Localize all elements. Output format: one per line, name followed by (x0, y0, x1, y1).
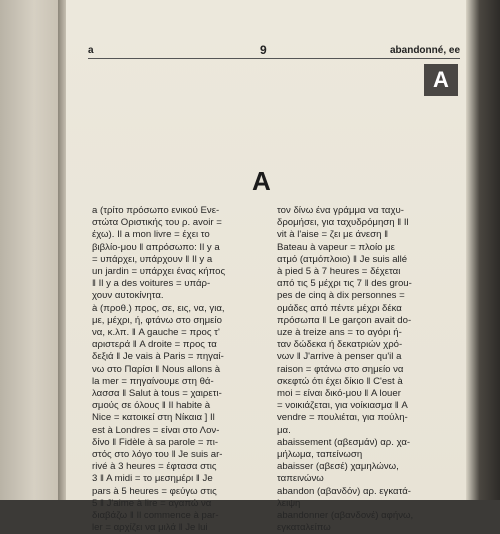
text-line: από τις 5 μέχρι τις 7 ‖ des grou- (277, 278, 412, 290)
text-line: moi = είναι δικό-μου ‖ A louer (277, 388, 401, 400)
text-line: με, μέχρι, ή, φτάνω στο σημείο (92, 314, 222, 326)
text-line: να, κ.λπ. ‖ A gauche = προς τ' (92, 327, 220, 339)
text-line: σκεφτώ ότι έχει δίκιο ‖ C'est à (277, 375, 403, 387)
text-line: la mer = πηγαίνουμε στη θά- (92, 375, 214, 387)
text-line: στός στο λόγο του ‖ Je suis ar- (92, 449, 223, 461)
text-line: Nice = κατοικεί στη Νίκαια ] Il (92, 412, 215, 424)
text-line: στώτα Οριστικής του ρ. avoir = (92, 217, 222, 229)
text-line: abandonner (αβανδονέ) αφήνω, (277, 510, 414, 522)
text-line: ομάδες από πέντε μέχρι δέκα (277, 302, 402, 314)
text-line: δρομήσει, για ταχυδρόμηση ‖ Il (277, 217, 409, 229)
text-line: νω στο Παρίσι ‖ Nous allons à (92, 363, 221, 375)
left-column (92, 205, 270, 534)
text-line: vit à l'aise = ζει με άνεση ‖ (277, 229, 389, 241)
text-line: a (τρίτο πρόσωπο ενικού Ενε- (92, 205, 220, 216)
text-line: vendre = πουλιέται, για πούλη- (277, 412, 408, 424)
text-line: 5 ‖ J'aime à lire = αγαπώ να (92, 497, 212, 509)
text-line: abandon (αβανδόν) αρ. εγκατά- (277, 485, 411, 497)
text-line: un jardin = υπάρχει ένας κήπος (92, 266, 226, 278)
page-right-edge (466, 0, 500, 500)
text-line: χουν αυτοκίνητα. (92, 290, 164, 302)
text-line: abaissement (αβεσμάν) αρ. χα- (277, 436, 411, 448)
text-line: σμούς σε όλους ‖ Il habite à (92, 400, 211, 412)
header-rule (88, 58, 460, 59)
text-line: τον δίνω ένα γράμμα να ταχυ- (277, 205, 404, 216)
page-number: 9 (260, 43, 267, 57)
text-line: pars à 5 heures = φεύγω στις (92, 485, 217, 497)
text-line: δίνο ‖ Fidèle à sa parole = πι- (92, 436, 219, 448)
text-line: μα. (277, 424, 291, 436)
text-line: διαβάζω ‖ Il commence à par- (92, 510, 219, 522)
text-line: αριστερά ‖ A droite = προς τα (92, 339, 217, 351)
text-line: πρόσωπα ‖ Le garçon avait do- (277, 314, 412, 326)
text-line: à pied 5 à 7 heures = δέχεται (277, 266, 401, 278)
header-first-word: a (88, 45, 94, 56)
text-line: Bateau à vapeur = πλοίο με (277, 241, 395, 253)
text-line: pes de cinq à dix personnes = (277, 290, 405, 302)
text-line: λασσα ‖ Salut à tous = χαιρετι- (92, 388, 222, 400)
text-line: έχω). Il a mon livre = έχει το (92, 229, 210, 241)
text-line: abaisser (αβεσέ) χαμηλώνω, (277, 461, 399, 473)
left-page-edge (0, 0, 62, 500)
text-line: εγκαταλείπω (277, 522, 331, 534)
thumb-index-tab: A (424, 64, 458, 96)
right-column (277, 205, 455, 534)
text-line: à (προθ.) προς, σε, εις, να, για, (92, 302, 225, 314)
text-line: raison = φτάνω στο σημείο να (277, 363, 404, 375)
text-line: ατμό (ατμόπλοιο) ‖ Je suis allé (277, 253, 408, 265)
text-line: = υπάρχει, υπάρχουν ‖ Il y a (92, 253, 213, 265)
text-line: μήλωμα, ταπείνωση (277, 449, 363, 461)
text-line: = νοικιάζεται, για νοίκιασμα ‖ A (277, 400, 408, 412)
text-line: ler = αρχίζει να μιλά ‖ Je lui (92, 522, 208, 534)
text-line: rivé à 3 heures = έφτασα στις (92, 461, 217, 473)
text-line: βιβλίο-μου ‖ απρόσωπο: Il y a (92, 241, 220, 253)
text-line: νων ‖ J'arrive à penser qu'il a (277, 351, 402, 363)
text-line: λειψη (277, 497, 301, 509)
text-line: 3 ‖ A midi = το μεσημέρι ‖ Je (92, 473, 213, 485)
header-last-word: abandonné, ee (389, 45, 460, 56)
text-line: ταν δώδεκα ή δεκατριών χρό- (277, 339, 403, 351)
text-line: ‖ Il y a des voitures = υπάρ- (92, 278, 211, 290)
text-line: ταπεινώνω (277, 473, 324, 485)
text-line: est à Londres = είναι στο Λον- (92, 424, 220, 436)
section-letter: A (252, 166, 271, 196)
text-line: uze à treize ans = το αγόρι ή- (277, 327, 402, 339)
text-line: δεξιά ‖ Je vais à Paris = πηγαί- (92, 351, 224, 363)
